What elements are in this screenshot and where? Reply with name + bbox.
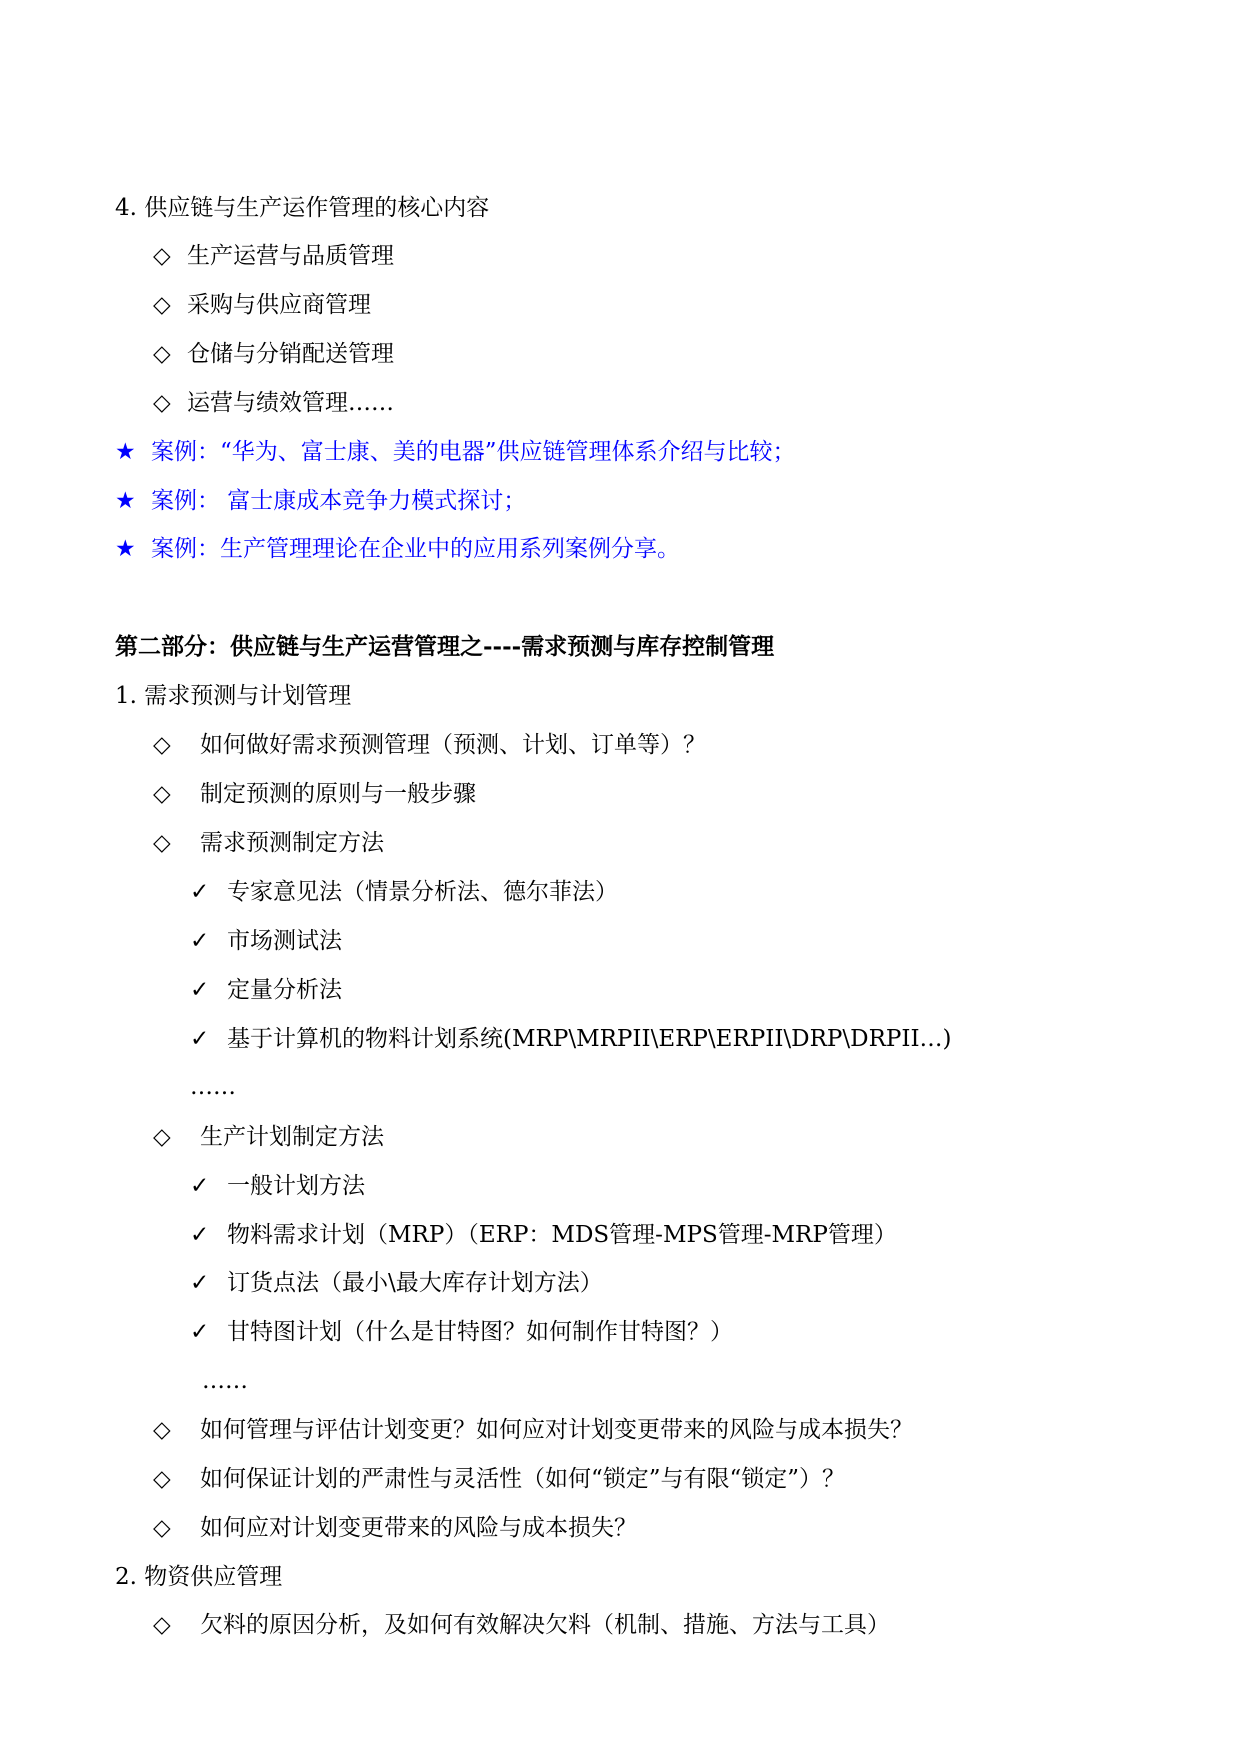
list-item: ✓ 物料需求计划（MRP）（ERP：MDS管理-MPS管理-MRP管理） [190,1222,897,1248]
checkmark-icon: ✓ [190,1270,210,1296]
diamond-icon: ◇ [153,1515,171,1541]
list-item: ✓ 市场测试法 [190,928,342,954]
star-icon: ★ [115,488,136,514]
diamond-icon: ◇ [153,781,171,807]
diamond-icon: ◇ [153,1612,171,1638]
checkmark-icon: ✓ [190,879,210,905]
star-icon: ★ [115,439,136,465]
list-item: ✓ 订货点法（最小\最大库存计划方法） [190,1270,603,1296]
list-item: ◇ 运营与绩效管理…… [153,390,394,416]
star-icon: ★ [115,536,136,562]
section-4-title: 4. 供应链与生产运作管理的核心内容 [115,195,490,221]
list-item: ◇ 生产计划制定方法 [153,1124,384,1150]
list-item: ◇ 仓储与分销配送管理 [153,341,394,367]
diamond-icon: ◇ [153,1466,171,1492]
checkmark-icon: ✓ [190,928,210,954]
list-item: ✓ 基于计算机的物料计划系统(MRP\MRPII\ERP\ERPII\DRP\DRPII…) [190,1026,952,1052]
list-item: ◇ 如何做好需求预测管理（预测、计划、订单等）？ [153,732,706,758]
list-item: ◇ 制定预测的原则与一般步骤 [153,781,476,807]
checkmark-icon: ✓ [190,977,210,1003]
ellipsis-text: …… [202,1368,248,1394]
list-item: ◇ 采购与供应商管理 [153,292,371,318]
list-item: ◇ 如何应对计划变更带来的风险与成本损失？ [153,1515,637,1541]
diamond-icon: ◇ [153,1417,171,1443]
checkmark-icon: ✓ [190,1319,210,1345]
list-item: ◇ 生产运营与品质管理 [153,243,394,269]
section-1-title: 1. 需求预测与计划管理 [115,683,352,709]
ellipsis-text: …… [190,1074,236,1100]
list-item: ◇ 如何保证计划的严肃性与灵活性（如何“锁定”与有限“锁定”）？ [153,1466,846,1492]
list-item: ◇ 如何管理与评估计划变更？如何应对计划变更带来的风险与成本损失？ [153,1417,913,1443]
diamond-icon: ◇ [153,243,171,269]
list-item: ✓ 一般计划方法 [190,1173,365,1199]
diamond-icon: ◇ [153,732,171,758]
part-2-heading: 第二部分：供应链与生产运营管理之----需求预测与库存控制管理 [115,633,775,660]
diamond-icon: ◇ [153,341,171,367]
list-item: ✓ 甘特图计划（什么是甘特图？如何制作甘特图？） [190,1319,733,1345]
case-item: ★ 案例：“华为、富士康、美的电器”供应链管理体系介绍与比较； [115,439,796,465]
case-item: ★ 案例： 富士康成本竞争力模式探讨； [115,488,527,514]
list-item: ✓ 专家意见法（情景分析法、德尔菲法） [190,879,618,905]
diamond-icon: ◇ [153,830,171,856]
checkmark-icon: ✓ [190,1173,210,1199]
diamond-icon: ◇ [153,390,171,416]
list-item: ◇ 需求预测制定方法 [153,830,384,856]
case-item: ★ 案例：生产管理理论在企业中的应用系列案例分享。 [115,536,680,562]
diamond-icon: ◇ [153,292,171,318]
list-item: ✓ 定量分析法 [190,977,342,1003]
section-2-title: 2. 物资供应管理 [115,1564,283,1590]
list-item: ◇ 欠料的原因分析，及如何有效解决欠料（机制、措施、方法与工具） [153,1612,890,1638]
checkmark-icon: ✓ [190,1026,210,1052]
diamond-icon: ◇ [153,1124,171,1150]
checkmark-icon: ✓ [190,1222,210,1248]
